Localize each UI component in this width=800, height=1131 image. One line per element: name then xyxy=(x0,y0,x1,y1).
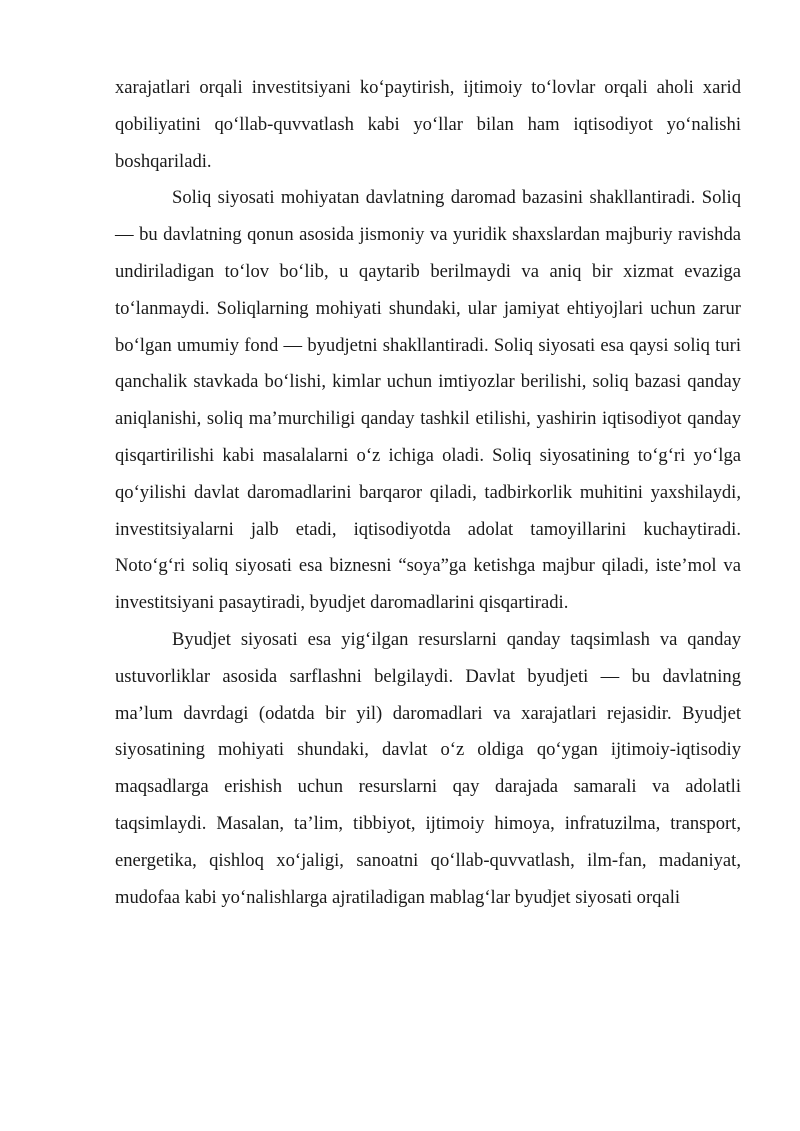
paragraph-intro-continuation: xarajatlari orqali investitsiyani koʻpaytirish, ijtimoiy toʻlovlar orqali aholi xarid qobiliyatini qoʻllab-quvvatlash kabi yoʻllar bilan ham iqtisodiyot yoʻnalishi boshqariladi. xyxy=(115,77,741,172)
document-page xyxy=(115,70,741,916)
paragraph-budget-policy: Byudjet siyosati esa yigʻilgan resurslarni qanday taqsimlash va qanday ustuvorliklar asosida sarflashni belgilaydi. Davlat byudjeti — bu davlatning maʼlum davrdagi (odatda bir yil) daromadlari va xarajatlari rejasidir. Byudjet siyosatining mohiyati shundaki, davlat oʻz oldiga qoʻygan ijtimoiy-iqtisodiy maqsadlarga erishish uchun resurslarni qay darajada samarali va adolatli taqsimlaydi. Masalan, taʼlim, tibbiyot, ijtimoiy himoya, infratuzilma, transport, energetika, qishloq xoʻjaligi, sanoatni qoʻllab-quvvatlash, ilm-fan, madaniyat, mudofaa kabi yoʻnalishlarga ajratiladigan mablagʻlar byudjet siyosati orqali xyxy=(115,628,741,908)
paragraph-tax-policy: Soliq siyosati mohiyatan davlatning daromad bazasini shakllantiradi. Soliq — bu davlatning qonun asosida jismoniy va yuridik shaxslardan majburiy ravishda undiriladigan toʻlov boʻlib, u qaytarib berilmaydi va aniq bir xizmat evaziga toʻlanmaydi. Soliqlarning mohiyati shundaki, ular jamiyat ehtiyojlari uchun zarur boʻlgan umumiy fond — byudjetni shakllantiradi. Soliq siyosati esa qaysi soliq turi qanchalik stavkada boʻlishi, kimlar uchun imtiyozlar berilishi, soliq bazasi qanday aniqlanishi, soliq maʼmurchiligi qanday tashkil etilishi, yashirin iqtisodiyot qanday qisqartirilishi kabi masalalarni oʻz ichiga oladi. Soliq siyosatining toʻgʻri yoʻlga qoʻyilishi davlat daromadlarini barqaror qiladi, tadbirkorlik muhitini yaxshilaydi, investitsiyalarni jalb etadi, iqtisodiyotda adolat tamoyillarini kuchaytiradi. Notoʻgʻri soliq siyosati esa biznesni “soya”ga ketishga majbur qiladi, isteʼmol va investitsiyani pasaytiradi, byudjet daromadlarini qisqartiradi. xyxy=(115,187,741,614)
